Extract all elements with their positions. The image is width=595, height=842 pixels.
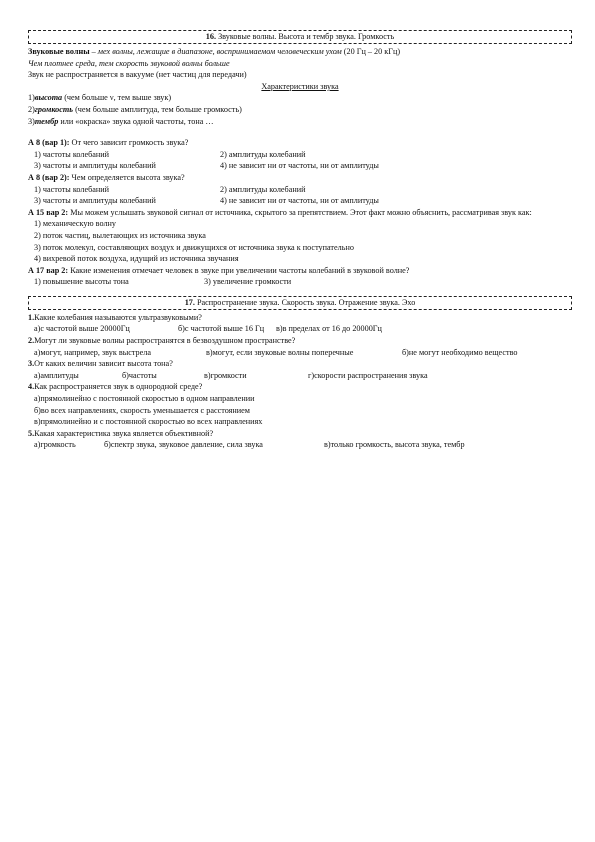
definition-range: (20 Гц – 20 кГц) <box>341 47 401 56</box>
answer-a: а)амплитуды <box>34 370 79 380</box>
option-4: 4) вихревой поток воздуха, идущий из источника звучания <box>34 254 239 264</box>
characteristic-1-name: высота <box>34 93 63 103</box>
question-5 <box>28 428 572 440</box>
question-number: 5. <box>28 428 35 438</box>
section-17-header <box>28 296 572 310</box>
question-label: А 17 вар 2: <box>28 265 69 275</box>
question-text: Какая характеристика звука является объективной? <box>34 428 214 438</box>
characteristic-2-name: громкость <box>34 104 74 114</box>
question-number: 3. <box>28 359 35 369</box>
option-2: 2) поток частиц, вылетающих из источника звука <box>34 230 206 240</box>
options-row <box>28 276 572 288</box>
section-17-title: Распространение звука. Скорость звука. Отражение звука. Эхо <box>196 297 416 307</box>
option-3: 3) частоты и амплитуды колебаний <box>34 196 156 206</box>
characteristic-1-text: (чем больше ν, тем выше звук) <box>62 93 172 103</box>
answer-b: б)с частотой выше 16 Гц <box>178 324 265 334</box>
section-16-number: 16. <box>205 32 217 41</box>
section-16-header <box>28 30 572 44</box>
characteristics-title: Характеристики звука <box>261 81 339 91</box>
question-number: 1. <box>28 312 35 322</box>
section-17-number: 17. <box>184 297 195 307</box>
question-text: Могут ли звуковые волны распространятся в безвоздушном пространстве? <box>34 336 296 346</box>
question-text: От чего зависит громкость звука? <box>69 138 189 148</box>
question-3 <box>28 358 572 370</box>
vacuum-statement: Звук не распространяется в вакууме (нет частиц для передачи) <box>28 70 247 80</box>
question-text: Какие колебания называются ультразвуковыми? <box>34 312 202 322</box>
answers-row <box>28 370 572 382</box>
options-row <box>28 195 572 207</box>
question-4 <box>28 381 572 393</box>
characteristic-1-num: 1) <box>28 93 35 103</box>
medium-statement: Чем плотнее среда, тем скорость звуковой волны больше <box>28 58 230 68</box>
answer-a: а)громкость <box>34 440 76 450</box>
question-a8-v1 <box>28 137 572 149</box>
answer-b: в)могут, если звуковые волны поперечные <box>206 347 354 357</box>
question-label: А 8 (вар 2): <box>28 172 70 182</box>
option-1: 1) частоты колебаний <box>34 184 110 194</box>
answer-c: в)громкости <box>204 370 247 380</box>
answer-d: г)скорости распространения звука <box>308 370 428 380</box>
worksheet-page <box>28 30 572 451</box>
answers-row <box>28 439 572 451</box>
option-2: 2) амплитуды колебаний <box>220 149 306 159</box>
option-4: 4) не зависит ни от частоты, ни от амплитуды <box>220 161 379 171</box>
characteristic-3-num: 3) <box>28 116 35 126</box>
answer-b: б)частоты <box>122 370 157 380</box>
answer-a: а)с частотой выше 20000Гц <box>34 324 130 334</box>
question-number: 4. <box>28 382 35 392</box>
answer-c: б)не могут необходимо вещество <box>402 347 518 357</box>
characteristic-2-text: (чем больше амплитуда, тем больше громкость) <box>73 104 242 114</box>
definition-term: Звуковые волны <box>28 47 90 56</box>
answer-a: а)могут, например, звук выстрела <box>34 347 151 357</box>
option-2: 2) амплитуды колебаний <box>220 184 306 194</box>
question-text: От каких величин зависит высота тона? <box>34 359 173 369</box>
answer-c: в)в пределах от 16 до 20000Гц <box>276 324 382 334</box>
question-a15-v2 <box>28 207 572 219</box>
option-3: 3) поток молекул, составляющих воздух и движущихся от источника звука к поступательно <box>34 242 354 252</box>
question-a17-v2 <box>28 265 572 277</box>
option-3: 3) частоты и амплитуды колебаний <box>34 161 156 171</box>
answers-row <box>28 323 572 335</box>
characteristic-3-text: или «окраска» звука одной частоты, тона … <box>58 116 214 126</box>
characteristic-3 <box>28 116 572 128</box>
characteristic-1 <box>28 92 572 104</box>
option-1: 1) механическую волну <box>34 219 117 229</box>
definition-text: – мех волны, лежащие в диапазоне, воспринимаемом человеческим ухом <box>89 47 342 56</box>
answer-b: б)спектр звука, звуковое давление, сила звука <box>104 440 263 450</box>
definition-line <box>28 46 572 58</box>
answer-b: б)во всех направлениях, скорость уменьшается с расстоянием <box>34 405 250 415</box>
question-label: А 15 вар 2: <box>28 207 69 217</box>
question-label: А 8 (вар 1): <box>28 138 70 148</box>
question-text: Как распространяется звук в однородной среде? <box>34 382 203 392</box>
characteristic-2 <box>28 104 572 116</box>
question-1 <box>28 312 572 324</box>
options-row <box>28 149 572 161</box>
question-text: Чем определяется высота звука? <box>69 172 185 182</box>
answers-row <box>28 347 572 359</box>
option-1: 1) повышение высоты тона <box>34 277 129 287</box>
answer-c: в)прямолинейно и с постоянной скоростью во всех направлениях <box>34 417 263 427</box>
options-row <box>28 160 572 172</box>
option-1: 1) частоты колебаний <box>34 149 110 159</box>
section-16-title: Звуковые волны. Высота и тембр звука. Громкость <box>218 32 395 41</box>
characteristic-3-name: тембр <box>34 116 59 126</box>
option-4: 4) не зависит ни от частоты, ни от амплитуды <box>220 196 379 206</box>
answer-a: а)прямолинейно с постоянной скоростью в одном направлении <box>34 394 255 404</box>
option-3: 3) увеличение громкости <box>204 277 292 287</box>
options-row <box>28 184 572 196</box>
question-a8-v2 <box>28 172 572 184</box>
characteristic-2-num: 2) <box>28 104 35 114</box>
question-text: Мы можем услышать звуковой сигнал от источника, скрытого за препятствием. Этот факт можно объяснить, рассматривая звук как: <box>68 207 532 217</box>
question-number: 2. <box>28 336 35 346</box>
answer-c: в)только громкость, высота звука, тембр <box>324 440 465 450</box>
question-2 <box>28 335 572 347</box>
question-text: Какие изменения отмечает человек в звуке при увеличении частоты колебаний в звуковой волне? <box>68 265 410 275</box>
